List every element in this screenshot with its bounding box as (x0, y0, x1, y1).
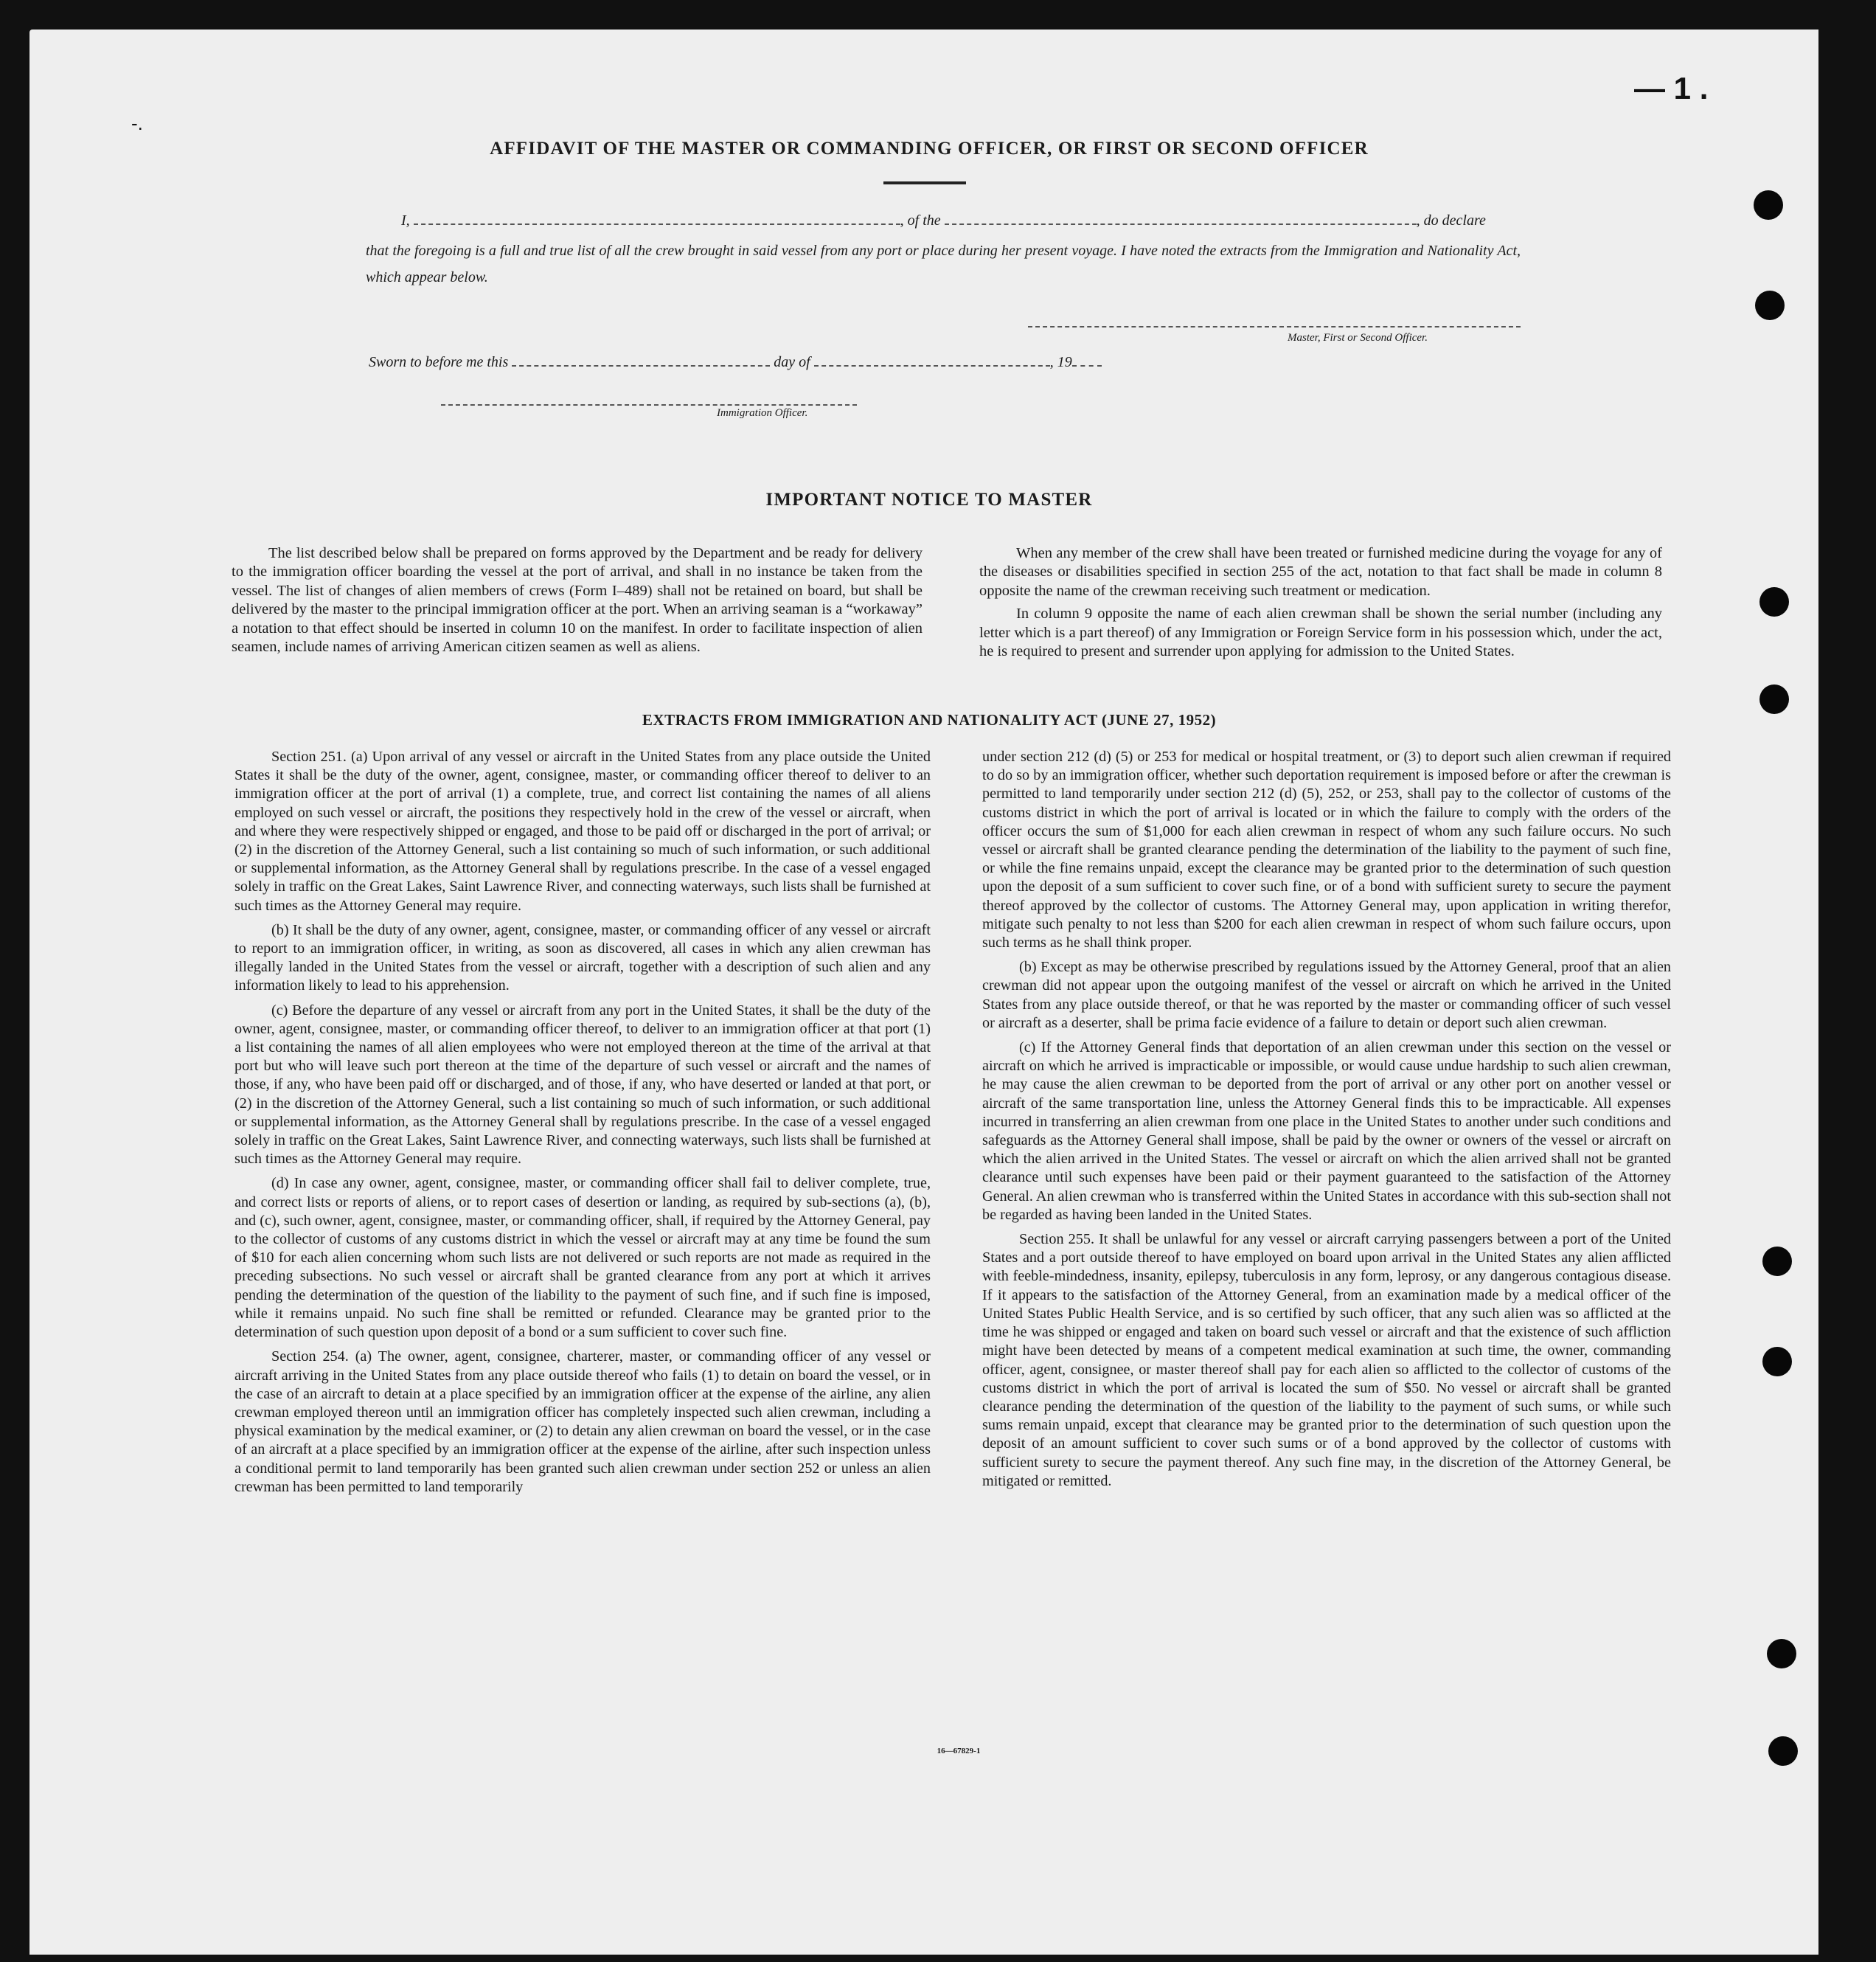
declarant-label: I, (401, 212, 410, 229)
section-251d: (d) In case any owner, agent, consignee, master, or commanding officer shall fail to deliver complete, true, and correct lists or reports of aliens, or to report cases of desertion or landing, as required by sub-sections (a), (b), and (c), such owner, agent, consignee, master, or commanding officer, shall, if required by the Attorney General, pay to the collector of customs of any customs district in which the vessel or aircraft may at any time be found the sum of $10 for each alien concerning whom such lists are not delivered or such reports are not made as required in the preceding subsections. No such vessel or aircraft shall be granted clearance from any port at which it arrives pending the determination of the question of the liability to the payment of such fine, and if such fine is imposed, while it remains unpaid. No such fine shall be remitted or refunded. Clearance may be granted prior to the determination of such question upon deposit of a bond or a sum sufficient to cover such fine. (234, 1175, 931, 1341)
notice-paragraph: When any member of the crew shall have been treated or furnished medicine during the voyage for any of the diseases or disabilities specified in section 255 of the act, notation to that fact shall be made in column 8 opposite the name of the crewman receiving such treatment or medication. (979, 545, 1662, 599)
master-signature-blank[interactable] (1028, 319, 1521, 327)
section-251a: Section 251. (a) Upon arrival of any vessel or aircraft in the United States from any place outside the United States it shall be the duty of the owner, agent, consignee, master, or commanding officer thereof to deliver to an immigration officer at the port of arrival (1) a complete, true, and correct list containing the names of all aliens employed on such vessel or aircraft, the positions they respectively hold in the crew of the vessel or aircraft, when and where they were respectively shipped or engaged, and those to be paid off or discharged in the port of arrival; or (2) in the discretion of the Attorney General, such a list containing so much of such information, or such additional or supplemental information, as the Attorney General shall by regulations prescribe. In the case of a vessel engaged solely in traffic on the Great Lakes, Saint Lawrence River, and connecting waterways, such lists shall be furnished at such times as the Attorney General may require. (234, 749, 931, 914)
sworn-year-blank[interactable] (1072, 358, 1102, 367)
sworn-day-blank[interactable] (512, 358, 770, 367)
punch-hole-4 (1759, 684, 1789, 714)
punch-hole-8 (1768, 1736, 1798, 1766)
of-the-label: , of the (900, 212, 941, 229)
section-255: Section 255. It shall be unlawful for any vessel or aircraft carrying passengers between a port of the United States and a port outside thereof to have employed on board upon arrival in the United States any alien afflicted with feeble-mindedness, insanity, epilepsy, tuberculosis in any form, leprosy, or any dangerous contagious disease. If it appears to the satisfaction of the Attorney General, from an examination made by a medical officer of the United States Public Health Service, and is so certified by such officer, that any such alien was so afflicted at the time he was shipped or engaged and taken on board such vessel or aircraft and that the existence of such affliction might have been detected by means of a competent medical examination at such time, the owner, commanding officer, agent, consignee, or master thereof shall pay for each alien so afflicted to the collector of customs of the customs district in which the port of arrival is located the sum of $50. No vessel or aircraft shall be granted clearance pending the determination of the question of the liability to the payment of such sums, or while such sums remain unpaid, except that clearance may be granted prior to the determination of such question upon the deposit of an amount sufficient to cover such sums or of a bond approved by the collector of customs with sufficient surety to secure the payment thereof. Any such fine may, in the discretion of the Attorney General, be mitigated or remitted. (982, 1231, 1671, 1489)
year-label: , 19 (1049, 354, 1072, 370)
title-divider (883, 181, 966, 184)
declaration-line (401, 212, 1486, 229)
notice-left-column (232, 544, 923, 656)
extracts-title: EXTRACTS FROM IMMIGRATION AND NATIONALITY ACT (JUNE 27, 1952) (642, 711, 1217, 729)
notice-paragraph: The list described below shall be prepared on forms approved by the Department and be ready for delivery to the immigration officer boarding the vessel at the port of arrival, and shall in no instance be taken from the vessel. The list of changes of alien members of crews (Form I–489) shall not be retained on board, but shall be delivered by the master to the principal immigration officer at the port. When an arriving seaman is a “workaway” a notation to that effect should be inserted in column 10 on the manifest. In order to facilitate inspection of alien seamen, include names of arriving American citizen seamen as well as aliens. (232, 545, 923, 656)
extracts-left-column (234, 748, 931, 1497)
notice-title: IMPORTANT NOTICE TO MASTER (765, 490, 1093, 510)
section-254b: (b) Except as may be otherwise prescribed by regulations issued by the Attorney General, proof that an alien crewman did not appear upon the outgoing manifest of the vessel or aircraft on which he arrived in the United States from any place outside thereof, or that he was reported by the master or commanding officer of such vessel or aircraft as a deserter, shall be prima facie evidence of a failure to detain or deport such alien crewman. (982, 959, 1671, 1031)
form-number: 16—67829-1 (937, 1747, 981, 1755)
corner-mark-top-right: — 1 . (1634, 71, 1709, 105)
punch-hole-2 (1755, 291, 1785, 320)
officer-signature-label: Immigration Officer. (717, 407, 808, 419)
affidavit-title: AFFIDAVIT OF THE MASTER OR COMMANDING OFFICER, OR FIRST OR SECOND OFFICER (490, 139, 1369, 159)
punch-hole-7 (1767, 1639, 1796, 1668)
vessel-name-blank[interactable] (945, 216, 1417, 225)
officer-signature-blank[interactable] (441, 397, 857, 406)
punch-hole-6 (1762, 1347, 1792, 1376)
master-signature-label: Master, First or Second Officer. (1288, 332, 1428, 344)
section-254c: (c) If the Attorney General finds that deportation of an alien crewman under this section on the vessel or aircraft on which he arrived is impracticable or impossible, or would cause undue hardship to such alien crewman, he may cause the alien crewman to be deported from the port of arrival or any other port on another vessel or aircraft of the same transportation line, unless the Attorney General finds this to be impracticable. All expenses incurred in transferring an alien crewman from one place in the United States to another under such conditions and safeguards as the Attorney General shall impose, shall be paid by the owner or owners of the vessel or aircraft on which the alien arrived in the United States. The vessel or aircraft on which the alien arrived shall not be granted clearance until such expenses have been paid or their payment guaranteed to the satisfaction of the Attorney General. An alien crewman who is transferred within the United States in accordance with this sub-section shall not be regarded as having been landed in the United States. (982, 1039, 1671, 1223)
do-declare-label: , do declare (1416, 212, 1486, 229)
declarant-name-blank[interactable] (414, 216, 900, 225)
notice-paragraph: In column 9 opposite the name of each alien crewman shall be shown the serial number (including any letter which is a part thereof) of any Immigration or Foreign Service form in his possession which, under the act, he is required to present and surrender upon applying for admission to the United States. (979, 606, 1662, 660)
section-254a-continued: under section 212 (d) (5) or 253 for medical or hospital treatment, or (3) to deport such alien crewman if required to do so by an immigration officer, whether such deportation requirement is imposed before or after the crewman is permitted to land temporarily under section 212 (d) (5), 252, or 253, shall pay to the collector of customs of the customs district in which the port of arrival is located or in which the failure to comply with the orders of the officer occurs the sum of $1,000 for each alien crewman in respect of whom any such failure occurs. No such vessel or aircraft shall be granted clearance pending the determination of the liability to the payment of such fine, or while the fine remains unpaid, except the clearance may be granted prior to the determination of such question upon the deposit of a sum sufficient to cover such fine, or of a bond with sufficient surety to secure the payment thereof approved by the collector of customs. The Attorney General may, upon application in writing therefor, mitigate such penalty to not less than $200 for each alien crewman in respect of whom such failure occurs, upon such terms as he shall think proper. (982, 749, 1671, 951)
day-of-label: day of (774, 354, 810, 370)
sworn-line (369, 354, 1102, 371)
sworn-month-blank[interactable] (814, 358, 1050, 367)
punch-hole-5 (1762, 1247, 1792, 1276)
section-251c: (c) Before the departure of any vessel or aircraft from any port in the United States, it shall be the duty of the owner, agent, consignee, master, or commanding officer thereof, to deliver to an immigration officer at that port (1) a list containing the names of all alien employees who were not employed thereon at the time of the arrival at that port but who will leave such port thereon at the time of the departure of such vessel or aircraft and the names of those, if any, who have been paid off or discharged, and of those, if any, who have deserted or landed at that port, or (2) in the discretion of the Attorney General, such a list containing so much of such information, or such additional or supplemental information, as the Attorney General shall by regulations prescribe. In the case of a vessel engaged solely in traffic on the Great Lakes, Saint Lawrence River, and connecting waterways, such lists shall be furnished at such times as the Attorney General may require. (234, 1002, 931, 1168)
notice-right-column (979, 544, 1662, 661)
punch-hole-3 (1759, 587, 1789, 617)
section-254a: Section 254. (a) The owner, agent, consignee, charterer, master, or commanding officer of any vessel or aircraft arriving in the United States from any place outside thereof who fails (1) to detain on board the vessel, or in the case of an aircraft to detain at a place specified by an immigration officer at the expense of the airline, any alien crewman employed thereon until an immigration officer has completely inspected such alien crewman, including a physical examination by the medical examiner, or (2) to detain any alien crewman on board the vessel, or in the case of an aircraft at a place specified by an immigration officer at the expense of the airline, after such inspection unless a conditional permit to land temporarily has been granted such alien crewman under section 252 or unless an alien crewman has been permitted to land temporarily (234, 1348, 931, 1495)
punch-hole-1 (1754, 190, 1783, 220)
extracts-right-column (982, 748, 1671, 1491)
section-251b: (b) It shall be the duty of any owner, agent, consignee, master, or commanding officer of any vessel or aircraft to report to an immigration officer, in writing, as soon as discovered, all cases in which any alien crewman has illegally landed in the United States from the vessel or aircraft, together with a description of such alien and any information likely to lead to his apprehension. (234, 921, 931, 994)
sworn-label: Sworn to before me this (369, 354, 509, 370)
declaration-text: that the foregoing is a full and true list of all the crew brought in said vessel from any port or place during her present voyage. I have noted the extracts from the Immigration and Nationality Act, which appear below. (366, 243, 1521, 285)
corner-mark-top-left: -. (131, 112, 143, 134)
